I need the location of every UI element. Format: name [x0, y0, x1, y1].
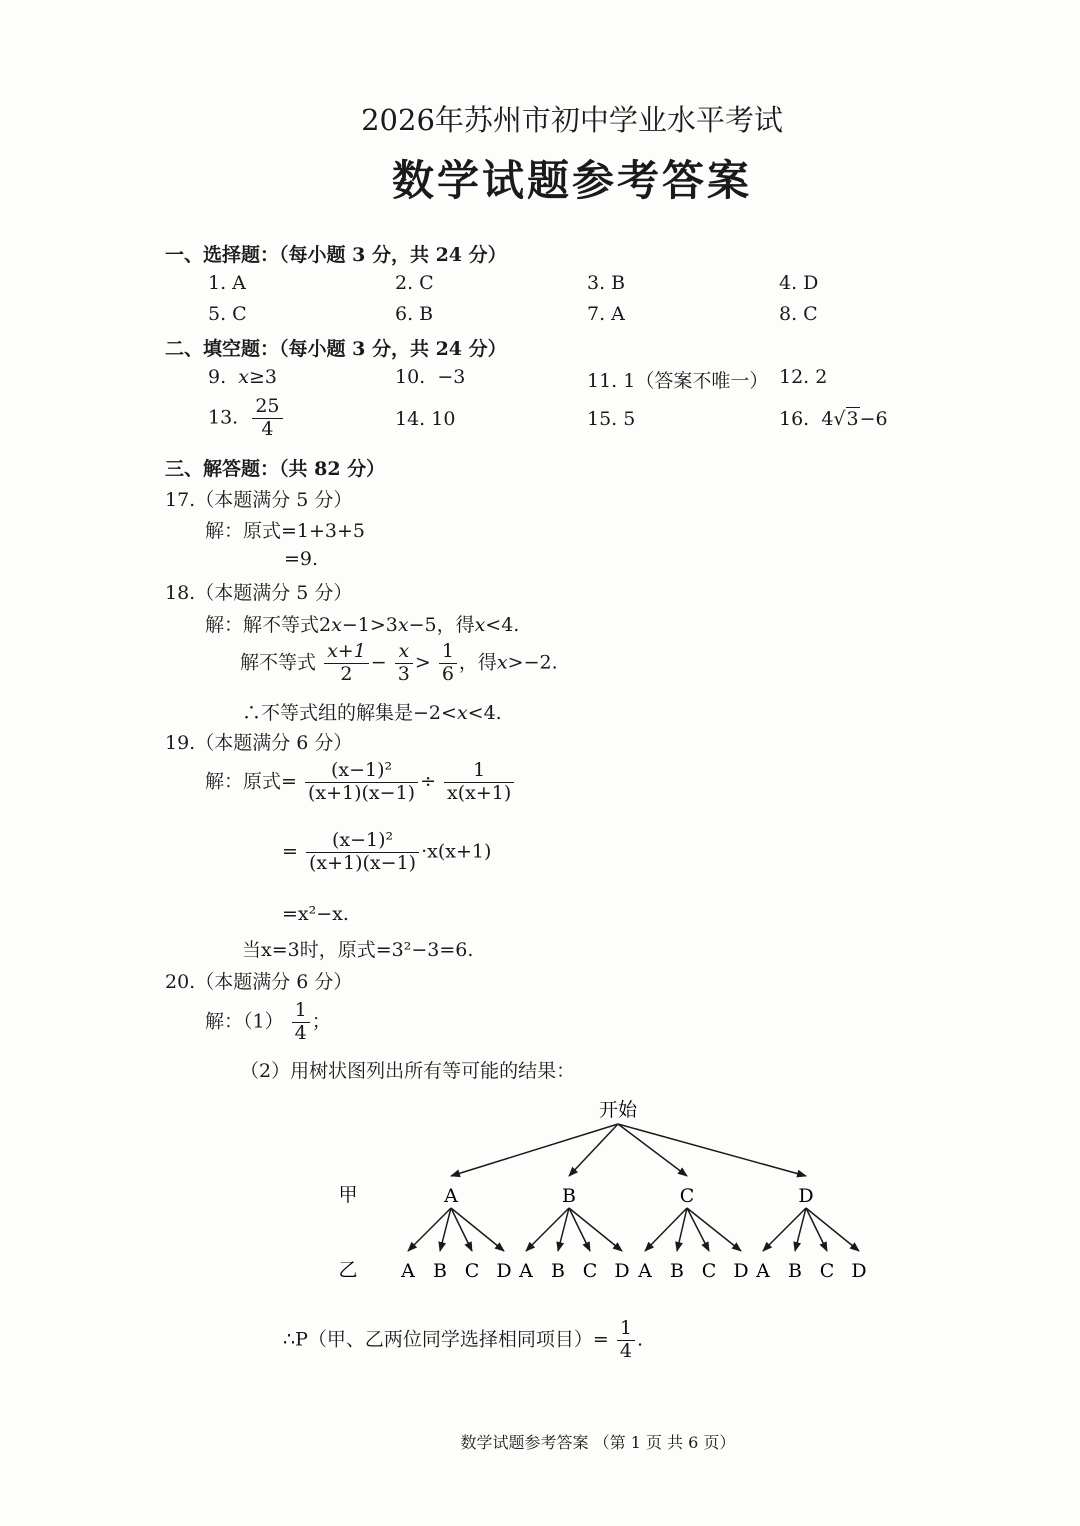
problem-19-line-2: = $\frac{\text{(x−1)²}}{(x+1)(x-1)}$ ·x(x+1): [282, 829, 492, 874]
answer-1: 1. A: [208, 272, 246, 294]
section-1-heading: 一、选择题：（每小题 3 分，共 24 分）: [165, 244, 507, 266]
section-3-heading: 三、解答题：（共 82 分）: [165, 458, 386, 480]
section-2-heading: 二、填空题：（每小题 3 分，共 24 分）: [165, 338, 507, 360]
exam-title: 2026年苏州市初中学业水平考试: [361, 103, 783, 137]
problem-19-heading: 19.（本题满分 6 分）: [165, 732, 353, 754]
tree-node-yi-B-A: A: [519, 1260, 533, 1282]
tree-node-jia-D: D: [798, 1185, 814, 1207]
tree-node-yi-D-D: D: [851, 1260, 867, 1282]
problem-17-line-2: =9.: [284, 548, 319, 570]
tree-node-yi-C-D: D: [733, 1260, 749, 1282]
page-footer: 数学试题参考答案 （第 1 页 共 6 页）: [460, 1433, 736, 1452]
answer-11: 11. 1（答案不唯一）: [587, 370, 769, 392]
tree-node-jia-B: B: [562, 1185, 576, 1207]
answer-10: 10. −3: [395, 366, 466, 388]
problem-20-part-2: （2）用树状图列出所有等可能的结果：: [240, 1060, 576, 1082]
tree-edge-root-C: [618, 1124, 687, 1176]
answer-7: 7. A: [587, 303, 625, 325]
problem-18-line-3: ∴不等式组的解集是−2<x<4.: [242, 702, 502, 724]
answer-13: 13. $\frac{25}{4}$: [208, 396, 285, 441]
answer-2: 2. C: [395, 272, 434, 294]
problem-20-heading: 20.（本题满分 6 分）: [165, 971, 353, 993]
tree-edge-C-C: [687, 1208, 709, 1251]
tree-edge-D-A: [763, 1208, 806, 1251]
tree-node-yi-A-A: A: [401, 1260, 415, 1282]
tree-edge-A-C: [451, 1208, 472, 1251]
tree-node-yi-B-B: B: [551, 1260, 565, 1282]
tree-node-yi-C-A: A: [638, 1260, 652, 1282]
answer-15: 15. 5: [587, 408, 636, 430]
tree-node-yi-A-D: D: [496, 1260, 512, 1282]
tree-row-label-yi: 乙: [338, 1259, 358, 1281]
fraction-25-4: $\frac{25}{4}$: [252, 396, 282, 441]
tree-edge-B-D: [569, 1208, 622, 1251]
tree-edge-B-A: [526, 1208, 569, 1251]
answer-8: 8. C: [779, 303, 818, 325]
answer-3: 3. B: [587, 272, 626, 294]
tree-node-yi-C-C: C: [701, 1260, 717, 1282]
answer-6: 6. B: [395, 303, 434, 325]
tree-edge-C-A: [645, 1208, 687, 1251]
answer-4: 4. D: [779, 272, 819, 294]
answer-16: 16. 4√3−6: [779, 408, 888, 430]
problem-19-line-4: 当x=3时，原式=3²−3=6.: [242, 939, 474, 961]
answer-14: 14. 10: [395, 408, 456, 430]
problem-18-line-2: 解不等式 $\frac{x+1}{2}$ − $\frac{x}{3}$ > $\frac{1}{6}$ ，得x>−2.: [240, 640, 558, 685]
tree-edge-B-C: [569, 1208, 590, 1251]
answer-12: 12. 2: [779, 366, 828, 388]
tree-node-yi-D-A: A: [756, 1260, 770, 1282]
problem-20-conclusion: ∴P（甲、乙两位同学选择相同项目）= $\frac{1}{4}$ .: [283, 1317, 643, 1362]
answer-9: 9. x≥3: [208, 366, 277, 388]
tree-node-yi-A-C: C: [464, 1260, 480, 1282]
tree-node-jia-C: C: [679, 1185, 695, 1207]
tree-edge-A-D: [451, 1208, 504, 1251]
tree-edge-A-A: [408, 1208, 451, 1251]
problem-18-line-1: 解：解不等式2x−1>3x−5，得x<4.: [205, 614, 520, 636]
tree-node-yi-B-D: D: [614, 1260, 630, 1282]
problem-17-heading: 17.（本题满分 5 分）: [165, 489, 353, 511]
tree-node-yi-A-B: B: [433, 1260, 447, 1282]
tree-node-yi-B-C: C: [582, 1260, 598, 1282]
problem-17-line-1: 解：原式=1+3+5: [205, 520, 366, 542]
tree-node-jia-A: A: [444, 1185, 458, 1207]
tree-node-yi-D-C: C: [819, 1260, 835, 1282]
tree-edge-D-C: [806, 1208, 827, 1251]
tree-edge-D-D: [806, 1208, 859, 1251]
answer-key-title: 数学试题参考答案: [391, 156, 752, 205]
problem-19-line-3: =x²−x.: [282, 903, 349, 925]
problem-18-heading: 18.（本题满分 5 分）: [165, 582, 353, 604]
tree-edge-root-D: [618, 1124, 806, 1176]
tree-row-label-jia: 甲: [338, 1184, 358, 1206]
problem-19-line-1: 解：原式= $\frac{\text{(x−1)²}}{(x+1)(x-1)}$ ÷ $\frac{1}{x(x+1)}$: [205, 760, 516, 805]
tree-edge-C-D: [687, 1208, 741, 1251]
tree-node-yi-D-B: B: [788, 1260, 802, 1282]
tree-root-label: 开始: [598, 1099, 638, 1121]
tree-node-yi-C-B: B: [670, 1260, 684, 1282]
tree-edge-C-B: [677, 1208, 687, 1251]
answer-5: 5. C: [208, 303, 247, 325]
problem-20-part-1: 解：（1） $\frac{1}{4}$ ；: [205, 999, 331, 1044]
